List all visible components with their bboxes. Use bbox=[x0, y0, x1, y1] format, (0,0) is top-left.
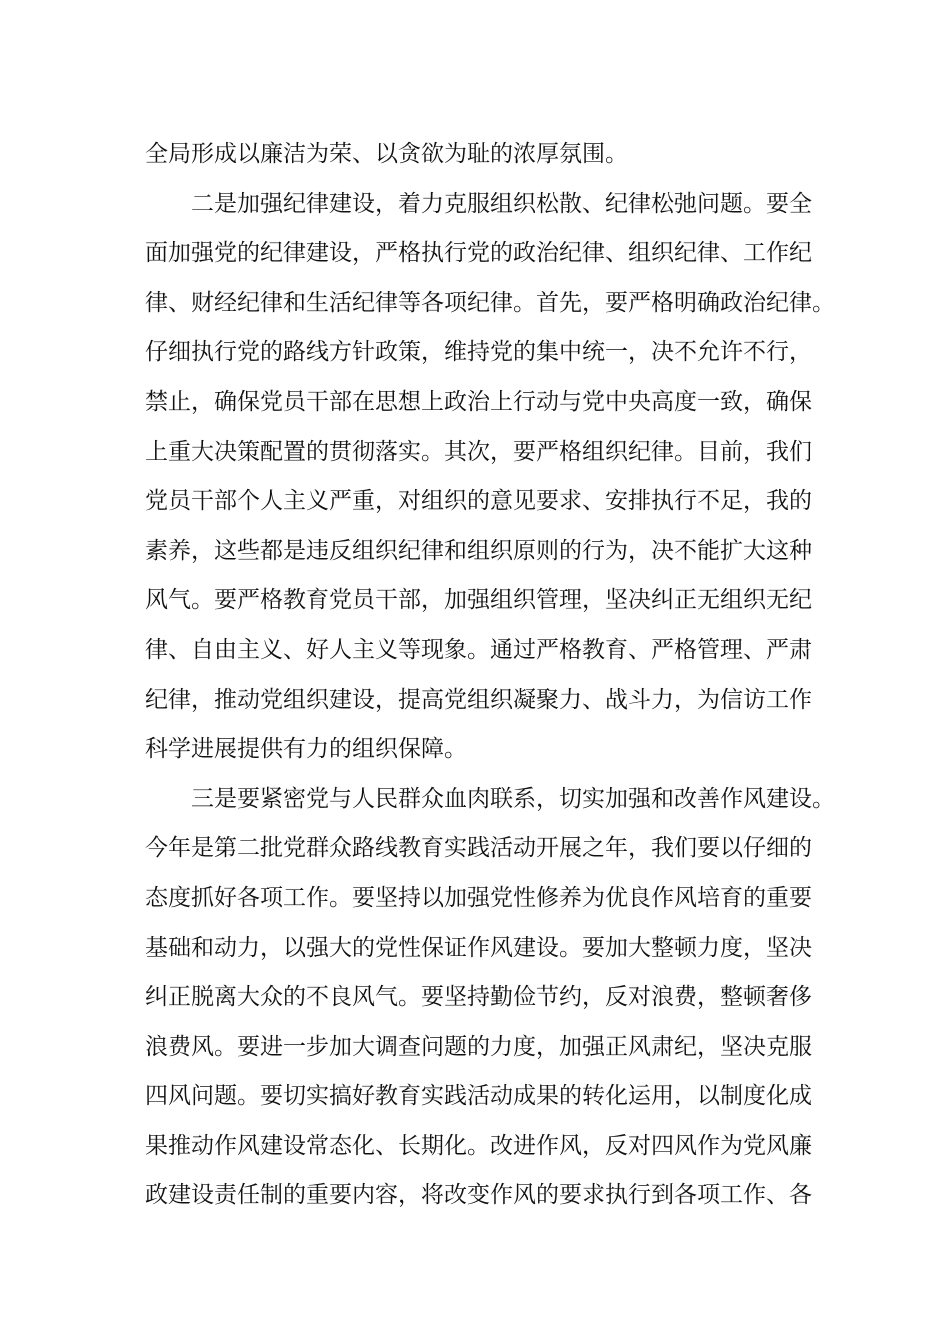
text-line: 面加强党的纪律建设，严格执行党的政治纪律、组织纪律、工作纪 bbox=[145, 240, 812, 267]
text-line: 二是加强纪律建设，着力克服组织松散、纪律松弛问题。要全 bbox=[145, 190, 812, 217]
text-line: 态度抓好各项工作。要坚持以加强党性修养为优良作风培育的重要 bbox=[145, 884, 812, 911]
text-line: 全局形成以廉洁为荣、以贪欲为耻的浓厚氛围。 bbox=[145, 141, 628, 167]
text-line: 今年是第二批党群众路线教育实践活动开展之年，我们要以仔细的 bbox=[145, 835, 812, 862]
text-line: 素养，这些都是违反组织纪律和组织原则的行为，决不能扩大这种 bbox=[145, 537, 812, 564]
text-line: 政建设责任制的重要内容，将改变作风的要求执行到各项工作、各 bbox=[145, 1182, 812, 1209]
text-line: 党员干部个人主义严重，对组织的意见要求、安排执行不足，我的 bbox=[145, 488, 812, 515]
body-text bbox=[145, 130, 835, 1221]
text-line: 果推动作风建设常态化、长期化。改进作风，反对四风作为党风廉 bbox=[145, 1132, 812, 1159]
text-line: 浪费风。要进一步加大调查问题的力度，加强正风肃纪，坚决克服 bbox=[145, 1033, 812, 1060]
text-line: 纪律，推动党组织建设，提高党组织凝聚力、战斗力，为信访工作 bbox=[145, 686, 812, 713]
text-line: 三是要紧密党与人民群众血肉联系，切实加强和改善作风建设。 bbox=[145, 785, 835, 812]
text-line: 律、自由主义、好人主义等现象。通过严格教育、严格管理、严肃 bbox=[145, 636, 812, 663]
text-line: 禁止，确保党员干部在思想上政治上行动与党中央高度一致，确保 bbox=[145, 388, 812, 415]
text-line: 律、财经纪律和生活纪律等各项纪律。首先，要严格明确政治纪律。 bbox=[145, 289, 835, 316]
text-line: 上重大决策配置的贯彻落实。其次，要严格组织纪律。目前，我们 bbox=[145, 438, 812, 465]
text-line: 四风问题。要切实搞好教育实践活动成果的转化运用，以制度化成 bbox=[145, 1083, 812, 1110]
text-line: 科学进展提供有力的组织保障。 bbox=[145, 736, 467, 763]
text-line: 仔细执行党的路线方针政策，维持党的集中统一，决不允许不行， bbox=[145, 339, 812, 366]
text-line: 纠正脱离大众的不良风气。要坚持勤俭节约，反对浪费，整顿奢侈 bbox=[145, 984, 812, 1011]
text-line: 风气。要严格教育党员干部，加强组织管理，坚决纠正无组织无纪 bbox=[145, 587, 812, 614]
text-line: 基础和动力，以强大的党性保证作风建设。要加大整顿力度，坚决 bbox=[145, 934, 812, 961]
